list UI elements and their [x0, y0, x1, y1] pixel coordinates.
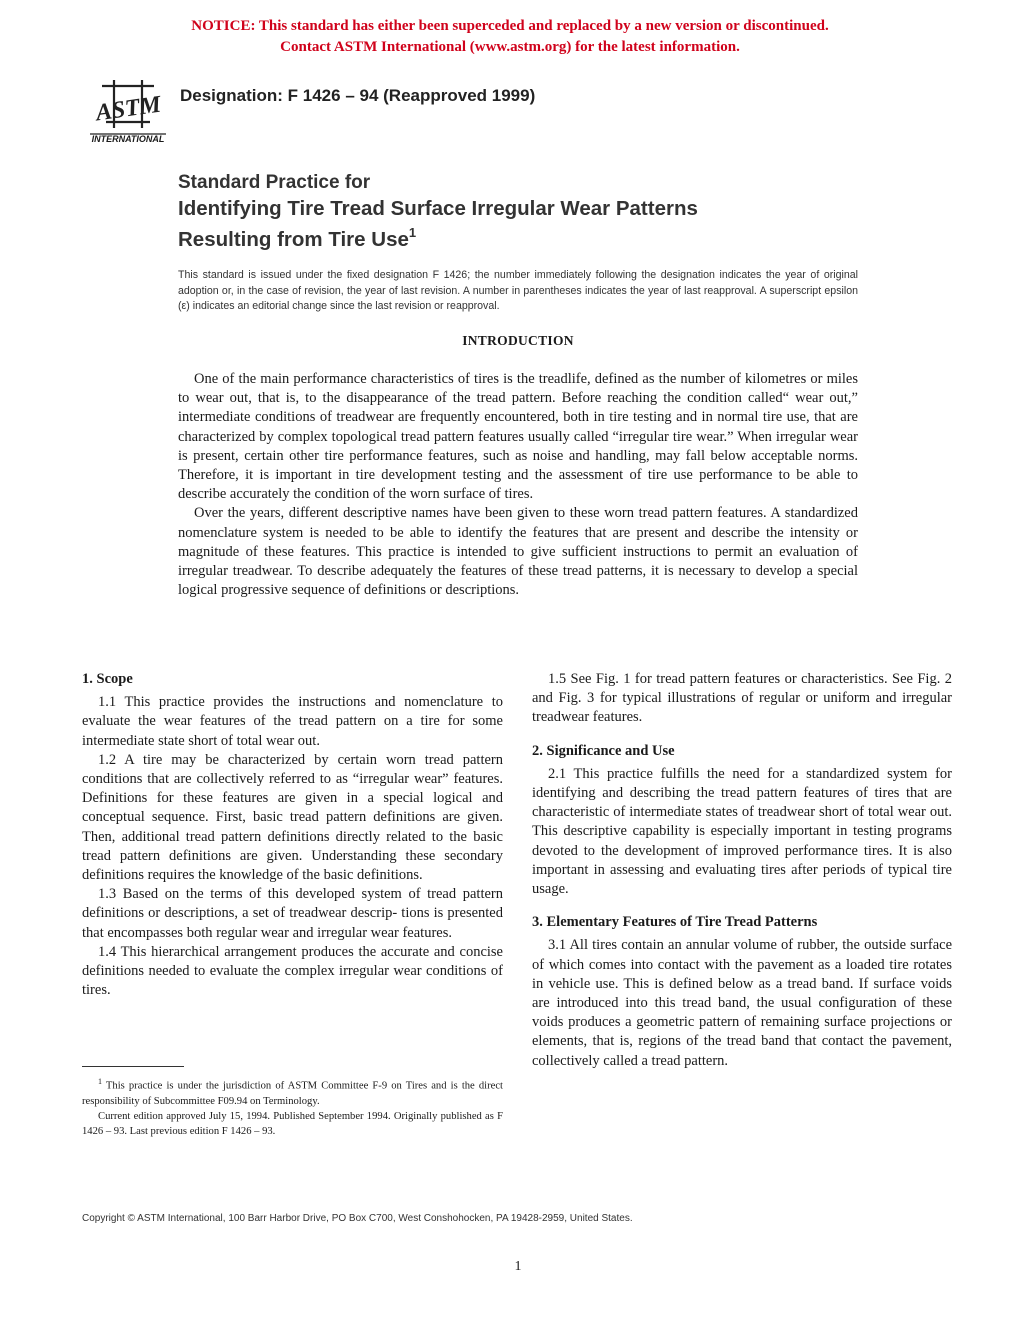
paragraph-1-3: 1.3 Based on the terms of this developed system of tread pattern definitions or descriptions, a set of treadwear descrip- tions is presented that encompasses both regular wear and irregular wear features.: [82, 886, 503, 941]
footnote-mark: 1: [98, 1077, 102, 1086]
section-3-heading: 3. Elementary Features of Tire Tread Patterns: [532, 914, 818, 931]
introduction-paragraph-1: One of the main performance characteristics of tires is the treadlife, defined as the number of kilometres or miles to wear out, that is, to the disappearance of the tread pattern. Before reaching the condition called“ wear out,” intermediate conditions of treadwear are frequently encountered, both in tire testing and in normal tire use, that are characterized by complex topological tread pattern features usually called “irregular tire wear.” When irregular wear is present, certain other tire performance features, such as noise and handling, may fall below acceptable norms. Therefore, it is important in tire development testing and the assessment of tire use performance to be able to describe accurately the condition of the worn surface of tires.: [178, 371, 858, 503]
logo-wordmark: INTERNATIONAL: [91, 134, 165, 144]
copyright: Copyright © ASTM International, 100 Barr Harbor Drive, PO Box C700, West Conshohocken, PA 19428-2959, United States.: [82, 1213, 633, 1224]
title-line-3-text: Resulting from Tire Use: [178, 227, 409, 251]
footnote-1: [82, 1074, 503, 1109]
introduction-paragraph-2: Over the years, different descriptive names have been given to these worn tread pattern features. A standardized nomenclature system is needed to be able to identify the features that are present and describe the intensity or magnitude of these features. This practice is intended to give sufficient instructions to permit an evaluation of irregular treadwear. To describe adequately the features of these tread patterns, it is necessary to develop a special logical progressive sequence of definitions or descriptions.: [178, 505, 858, 599]
introduction-heading: INTRODUCTION: [462, 333, 574, 348]
section-2-heading: 2. Significance and Use: [532, 742, 675, 759]
logo-text: ASTM: [94, 91, 163, 127]
paragraph-2-1: 2.1 This practice fulfills the need for a standardized system for identifying and describing the tread pattern features of tires that are characteristic of intermediate states of treadwear short of total wear out. This descriptive capability is especially important in testing programs devoted to the development of improved performance tires. It is also important in assessing and evaluating tires after periods of typical tire usage.: [532, 765, 952, 898]
title-line-3: [178, 221, 878, 252]
paragraph-1-4: 1.4 This hierarchical arrangement produces the accurate and concise definitions needed to evaluate the complex irregular wear conditions of tires.: [82, 943, 503, 999]
section-1-heading: 1. Scope: [82, 671, 133, 687]
footnotes: [82, 1074, 503, 1139]
title-line-1: Standard Practice for: [178, 172, 371, 193]
footnote-1-text: This practice is under the jurisdiction of ASTM Committee F-9 on Tires and is the direct responsibility of Subcommittee F09.94 on Terminology.: [82, 1080, 503, 1107]
paragraph-1-2: 1.2 A tire may be characterized by certain worn tread pattern conditions that are collectively referred to as “irregular wear” features. Definitions for these features are given in a special logical and conceptual sequence. First, basic tread pattern definitions are given. Then, additional tread pattern definitions directly related to the basic tread pattern definitions are given. Understanding these secondary definitions requires the knowledge of the basic definitions.: [82, 751, 503, 884]
introduction-body: [178, 370, 858, 600]
left-column: [82, 670, 503, 1000]
footnote-divider: [82, 1066, 184, 1067]
designation: Designation: F 1426 – 94 (Reapproved 1999): [180, 86, 536, 105]
page-number: 1: [514, 1259, 522, 1274]
paragraph-1-5: 1.5 See Fig. 1 for tread pattern features or characteristics. See Fig. 2 and Fig. 3 for typical illustrations of regular or uniform and irregular treadwear features.: [532, 671, 952, 726]
title-main: [178, 196, 878, 252]
issued-note: This standard is issued under the fixed designation F 1426; the number immediately following the designation indicates the year of original adoption or, in the case of revision, the year of last revision. A number in parentheses indicates the year of last reapproval. A superscript epsilon (ε) indicates an editorial change since the last revision or reapproval.: [178, 269, 858, 312]
title-line-2: Identifying Tire Tread Surface Irregular Wear Patterns: [178, 197, 698, 220]
right-column: [532, 670, 952, 1071]
footnote-2: Current edition approved July 15, 1994. Published September 1994. Originally published as F 1426 – 93. Last previous edition F 1426 – 93.: [82, 1110, 503, 1137]
title-footnote-ref: 1: [408, 225, 417, 240]
paragraph-1-1: 1.1 This practice provides the instructions and nomenclature to evaluate the wear features of the tread pattern on a tire for some intermediate state short of total wear out.: [82, 694, 503, 749]
paragraph-3-1: 3.1 All tires contain an annular volume of rubber, the outside surface of which comes into contact with the pavement as a loaded tire rotates in vehicle use. This is defined below as a tread band. If surface voids are introduced into this tread band, the usual configuration of these voids produces a geometric pattern of remaining surface projections or elements, that is, regions of the tread band that contact the pavement, collectively called a tread pattern.: [532, 937, 952, 1069]
notice-line-1: NOTICE: This standard has either been superceded and replaced by a new version or discontinued.: [191, 18, 829, 34]
notice-line-2: Contact ASTM International (www.astm.org) for the latest information.: [280, 39, 740, 55]
